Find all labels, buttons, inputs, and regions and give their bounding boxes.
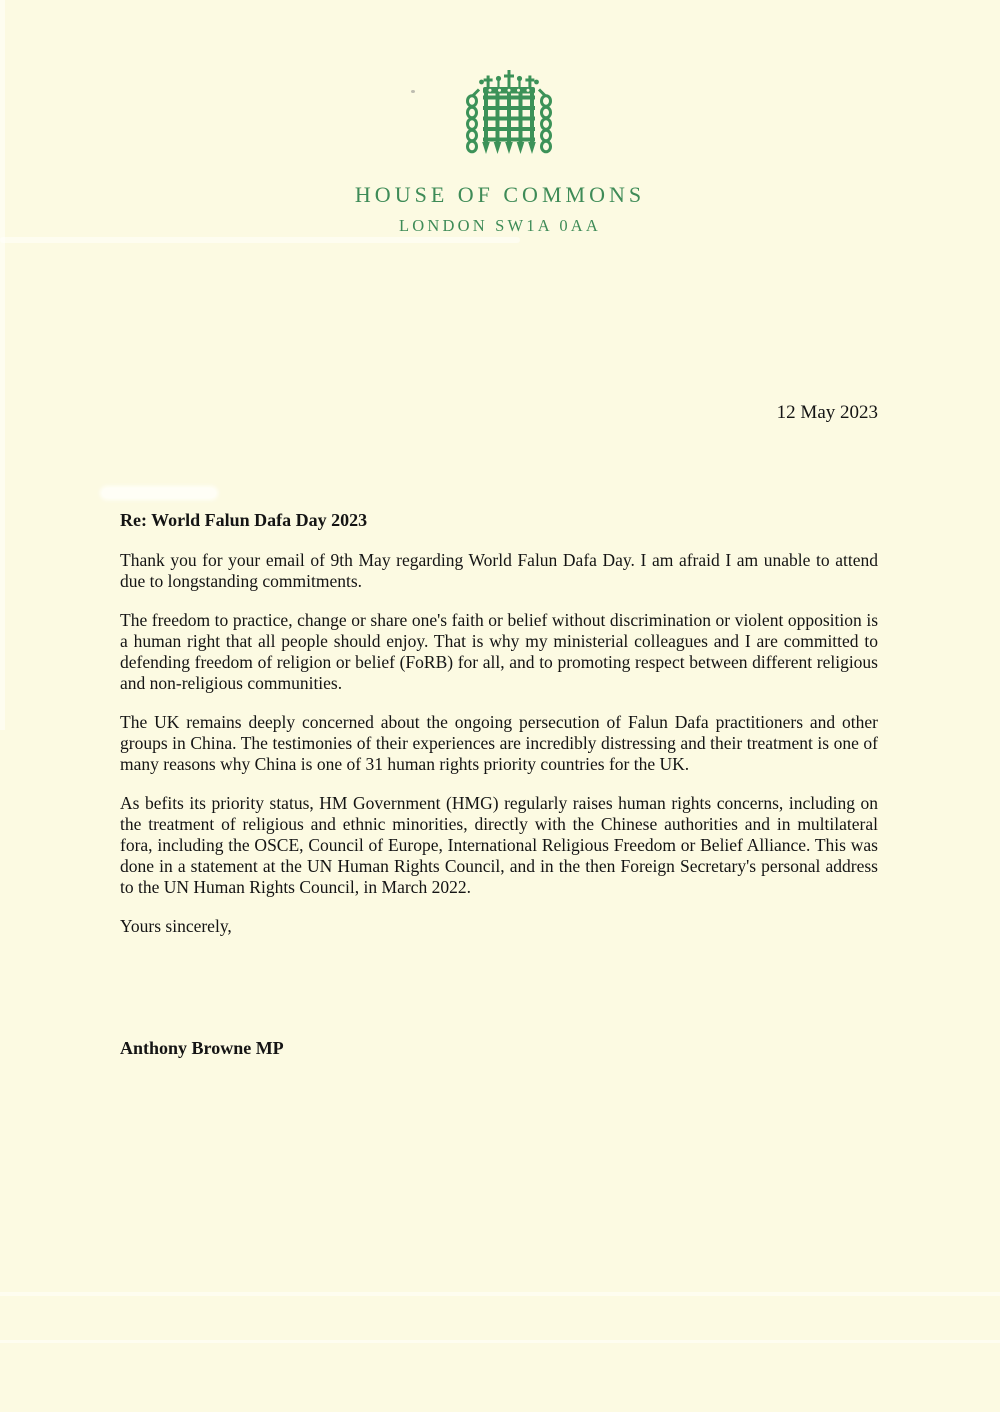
scan-artifact-band [0,1340,1000,1343]
scan-artifact-band [0,1292,1000,1296]
letter-body [120,509,878,1059]
signature-name: Anthony Browne MP [120,1038,284,1058]
organization-name: HOUSE OF COMMONS [354,182,646,207]
portcullis-crest-icon [0,66,1000,166]
letter-paragraph: Thank you for your email of 9th May regarding World Falun Dafa Day. I am afraid I am unable to attend due to longstanding commitments. [120,550,878,591]
letter-paragraph: As befits its priority status, HM Government (HMG) regularly raises human rights concerns, including on the treatment of religious and ethnic minorities, directly with the Chinese authorities and in multilateral fora, including the OSCE, Council of Europe, International Religious Freedom or Belief Alliance. This was done in a statement at the UN Human Rights Council, and in the then Foreign Secretary's personal address to the UN Human Rights Council, in March 2022. [120,793,878,897]
letter-paragraph: The UK remains deeply concerned about the ongoing persecution of Falun Dafa practitioners and other groups in China. The testimonies of their experiences are incredibly distressing and their treatment is one of many reasons why China is one of 31 human rights priority countries for the UK. [120,712,878,774]
closing-line: Yours sincerely, [120,916,232,936]
redaction-mark [102,488,216,498]
organization-address: LONDON SW1A 0AA [399,216,601,235]
subject-line: Re: World Falun Dafa Day 2023 [120,510,368,530]
letter-date: 12 May 2023 [776,402,878,423]
scan-artifact-band [0,237,520,243]
letter-paragraph: The freedom to practice, change or share one's faith or belief without discrimination or violent opposition is a human right that all people should enjoy. That is why my ministerial colleagues and I are committed to defending freedom of religion or belief (FoRB) for all, and to promoting respect between different religious and non-religious communities. [120,610,878,693]
